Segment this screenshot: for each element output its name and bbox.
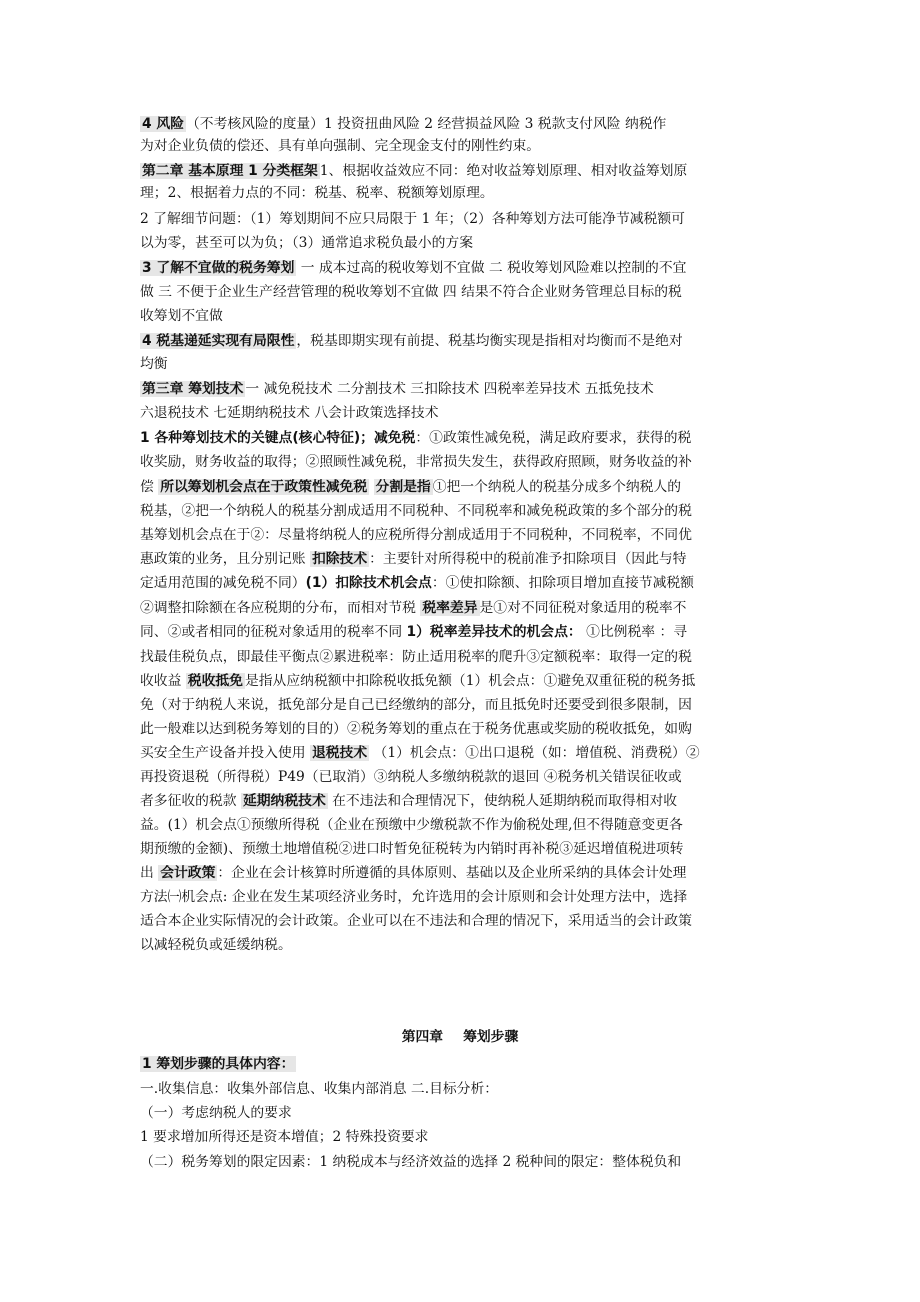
heading-planning-steps: 1 筹划步骤的具体内容：: [142, 1056, 295, 1072]
ch3-line-22: 方法㈠机会点: 企业在发生某项经济业务时，允许选用的会计原则和会计处理方法中，选择: [140, 889, 688, 905]
rate-difference-opportunity: 1）税率差异技术的机会点：: [406, 624, 582, 640]
s1-line-1: 4 风险 （不考核风险的度量）1 投资扭曲风险 2 经营损益风险 3 税款支付风险 纳税作: [142, 116, 667, 132]
chapter-2-heading: 第二章 基本原理 1 分类框架: [142, 163, 318, 179]
ch3-line-5: 偿 所以筹划机会点在于政策性减免税 分割是指 ①把一个纳税人的税基分成多个纳税人的: [140, 479, 682, 495]
ch3-line-13: 收收益 税收抵免 是指从应纳税额中扣除税收抵免额（1）机会点：①避免双重征税的税务抵: [140, 673, 696, 689]
heading-split: 分割是指: [375, 479, 431, 495]
ch3-line-18: 者多征收的税款 延期纳税技术 在不违法和合理情况下，使纳税人延期纳税而取得相对收: [140, 793, 678, 809]
heading-deferred-payment: 延期纳税技术: [242, 793, 326, 809]
ch2-line-7: 收筹划不宜做: [140, 308, 223, 324]
ch3-line-15: 此一般难以达到税务筹划的目的）②税务筹划的重点在于税务优惠或奖励的税收抵免，如购: [140, 721, 692, 737]
heading-tax-refund: 退税技术: [311, 745, 368, 761]
heading-deduction: 扣除技术: [311, 551, 368, 567]
ch3-line-19: 益。(1）机会点①预缴所得税（企业在预缴中少缴税款不作为偷税处理,但不得随意变更各: [140, 817, 683, 833]
ch3-line-21: 出 会计政策 ：企业在会计核算时所遵循的具体原则、基础以及企业所采纳的具体会计处理: [140, 865, 687, 881]
ch3-line-7: 基筹划机会点在于②：尽量将纳税人的应税所得分割成适用于不同税种，不同税率，不同优: [140, 527, 692, 543]
ch2-line-3: 2 了解细节问题：（1）筹划期间不应只局限于 1 年；（2）各种筹划方法可能净节减税额可: [140, 211, 685, 227]
ch4-line-5: （二）税务筹划的限定因素：1 纳税成本与经济效益的选择 2 税种间的限定：整体税负和: [140, 1154, 682, 1170]
heading-tax-base-deferral: 4 税基递延实现有局限性: [142, 333, 295, 349]
ch3-line-17: 再投资退税（所得税）P49（已取消）③纳税人多缴纳税款的退回 ④税务机关错误征收或: [140, 769, 682, 785]
ch3-line-16: 买安全生产设备并投入使用 退税技术 （1）机会点：①出口退税（如：增值税、消费税）②: [140, 745, 700, 761]
ch3-line-24: 以减轻税负或延缓纳税。: [140, 937, 292, 953]
ch2-line-6: 做 三 不便于企业生产经营管理的税收筹划不宜做 四 结果不符合企业财务管理总目标的税: [140, 284, 682, 300]
ch2-line-5: 3 了解不宜做的税务筹划 一 成本过高的税收筹划不宜做 二 税收筹划风险难以控制的不宜: [142, 260, 687, 276]
ch3-line-1: 第三章 筹划技术 一 减免税技术 二分割技术 三扣除技术 四税率差异技术 五抵免技术: [142, 381, 654, 397]
ch3-line-8: 惠政策的业务，且分别记账 扣除技术 ：主要针对所得税中的税前准予扣除项目（因此与特: [140, 551, 687, 567]
ch3-line-14: 免（对于纳税人来说，抵免部分是自己已经缴纳的部分，而且抵免时还要受到很多限制，因: [140, 697, 692, 713]
chapter-4-title: 第四章 筹划步骤: [401, 1029, 519, 1045]
heading-rate-difference: 税率差异: [422, 600, 478, 616]
ch2-line-4: 以为零，甚至可以为负；（3）通常追求税负最小的方案: [140, 235, 474, 251]
ch4-line-4: 1 要求增加所得还是资本增值；2 特殊投资要求: [140, 1129, 429, 1145]
ch3-line-10: ②调整扣除额在各应税期的分布，而相对节税 税率差异 是①对不同征税对象适用的税率不: [140, 600, 687, 616]
ch3-line-3: 1 各种筹划技术的关键点(核心特征)；减免税：①政策性减免税，满足政府要求，获得的税: [140, 430, 692, 446]
ch2-line-2: 理；2、根据着力点的不同：税基、税率、税额筹划原理。: [140, 185, 494, 201]
ch4-line-2: 一.收集信息：收集外部信息、收集内部消息 二.目标分析：: [140, 1081, 499, 1097]
ch3-line-6: 税基，②把一个纳税人的税基分割成适用不同税种、不同税率和减免税政策的多个部分的税: [140, 503, 692, 519]
key-points-heading: 1 各种筹划技术的关键点(核心特征)；减免税: [140, 430, 416, 446]
ch3-line-20: 期预缴的金额)、预缴土地增值税②进口时暂免征税转为内销时再补税③延迟增值税进项转: [140, 841, 684, 857]
chapter-3-heading: 第三章 筹划技术: [142, 381, 244, 397]
heading-unsuitable-planning: 3 了解不宜做的税务筹划: [142, 260, 295, 276]
ch2-line-8: 4 税基递延实现有局限性 ，税基即期实现有前提、税基均衡实现是指相对均衡而不是绝对: [142, 333, 683, 349]
heading-tax-credit: 税收抵免: [187, 673, 243, 689]
ch3-line-23: 适合本企业实际情况的会计政策。企业可以在不违法和合理的情况下，采用适当的会计政策: [140, 913, 692, 929]
ch2-line-1: 第二章 基本原理 1 分类框架 1、根据收益效应不同：绝对收益筹划原理、相对收益筹划原: [142, 163, 688, 179]
ch3-line-12: 找最佳税负点，即最佳平衡点②累进税率：防止适用税率的爬升③定额税率：取得一定的税: [140, 649, 692, 665]
deduction-opportunity: (1）扣除技术机会点: [305, 575, 432, 591]
ch3-line-2: 六退税技术 七延期纳税技术 八会计政策选择技术: [140, 405, 439, 421]
ch4-line-1: [140, 1053, 800, 1075]
heading-policy-relief: 所以筹划机会点在于政策性减免税: [160, 479, 368, 495]
ch3-line-4: 收奖励，财务收益的取得；②照顾性减免税，非常损失发生，获得政府照顾，财务收益的补: [140, 454, 692, 470]
ch4-line-3: （一）考虑纳税人的要求: [140, 1105, 292, 1121]
s1-line-2: 为对企业负债的偿还、具有单向强制、完全现金支付的刚性约束。: [140, 138, 541, 154]
heading-risk: 4 风险: [142, 116, 184, 132]
ch2-line-9: 均衡: [140, 356, 168, 372]
ch3-line-11: 同、②或者相同的征税对象适用的税率不同 1）税率差异技术的机会点： ①比例税率 ：寻: [140, 624, 688, 640]
ch3-line-9: 定适用范围的减免税不同）(1）扣除技术机会点：①使扣除额、扣除项目增加直接节减税额: [140, 575, 694, 591]
heading-accounting-policy: 会计政策: [160, 865, 216, 881]
